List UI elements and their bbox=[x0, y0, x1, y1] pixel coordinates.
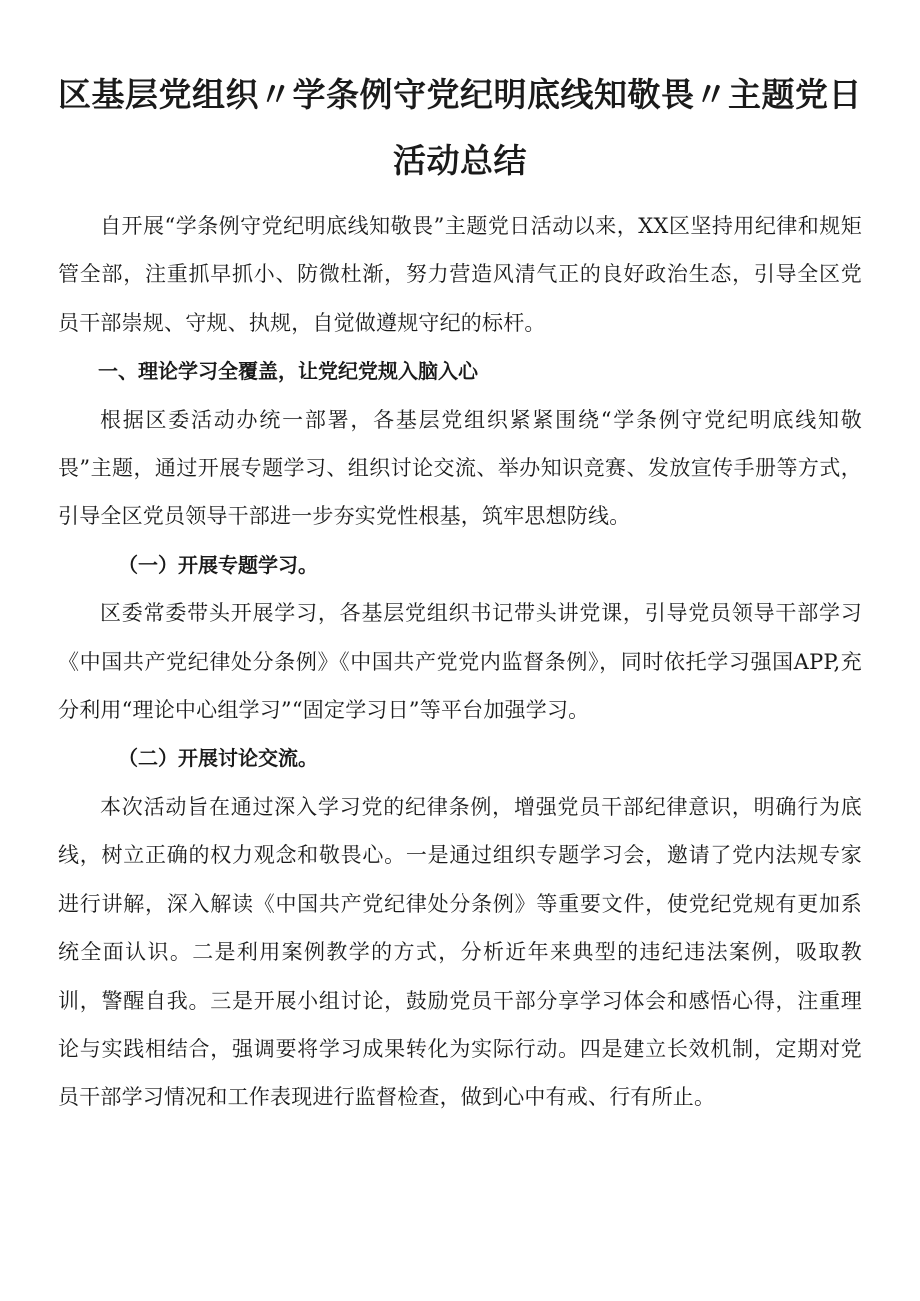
intro-paragraph: 自开展“学条例守党纪明底线知敬畏”主题党日活动以来，XX区坚持用纪律和规矩管全部，注重抓早抓小、防微杜渐，努力营造风清气正的良好政治生态，引导全区党员干部崇规、守规、执规，自觉做遵规守纪的标杆。 bbox=[58, 214, 862, 335]
subsection-2-heading: （二）开展讨论交流。 bbox=[118, 746, 318, 771]
section-1-heading: 一、理论学习全覆盖，让党纪党规入脑入心 bbox=[98, 359, 478, 384]
subsection-1-paragraph: 区委常委带头开展学习，各基层党组织书记带头讲党课，引导党员领导干部学习《中国共产党纪律处分条例》《中国共产党党内监督条例》，同时依托学习强国APP,充分利用“理论中心组学习”“固定学习日”等平台加强学习。 bbox=[58, 601, 862, 723]
document-title: 区基层党组织〃学条例守党纪明底线知敬畏〃主题党日 活动总结 bbox=[58, 75, 862, 180]
section-1-paragraph: 根据区委活动办统一部署，各基层党组织紧紧围绕“学条例守党纪明底线知敬畏”主题，通过开展专题学习、组织讨论交流、举办知识竞赛、发放宣传手册等方式，引导全区党员领导干部进一步夯实党性根基，筑牢思想防线。 bbox=[58, 407, 862, 529]
subsection-1-heading: （一）开展专题学习。 bbox=[118, 552, 318, 577]
subsection-2-paragraph: 本次活动旨在通过深入学习党的纪律条例，增强党员干部纪律意识，明确行为底线，树立正确的权力观念和敬畏心。一是通过组织专题学习会，邀请了党内法规专家进行讲解，深入解读《中国共产党纪律处分条例》等重要文件，使党纪党规有更加系统全面认识。二是利用案例教学的方式，分析近年来典型的违纪违法案例，吸取教训，警醒自我。三是开展小组讨论，鼓励党员干部分享学习体会和感悟心得，注重理论与实践相结合，强调要将学习成果转化为实际行动。四是建立长效机制，定期对党员干部学习情况和工作表现进行监督检查，做到心中有戒、行有所止。 bbox=[58, 794, 862, 1110]
